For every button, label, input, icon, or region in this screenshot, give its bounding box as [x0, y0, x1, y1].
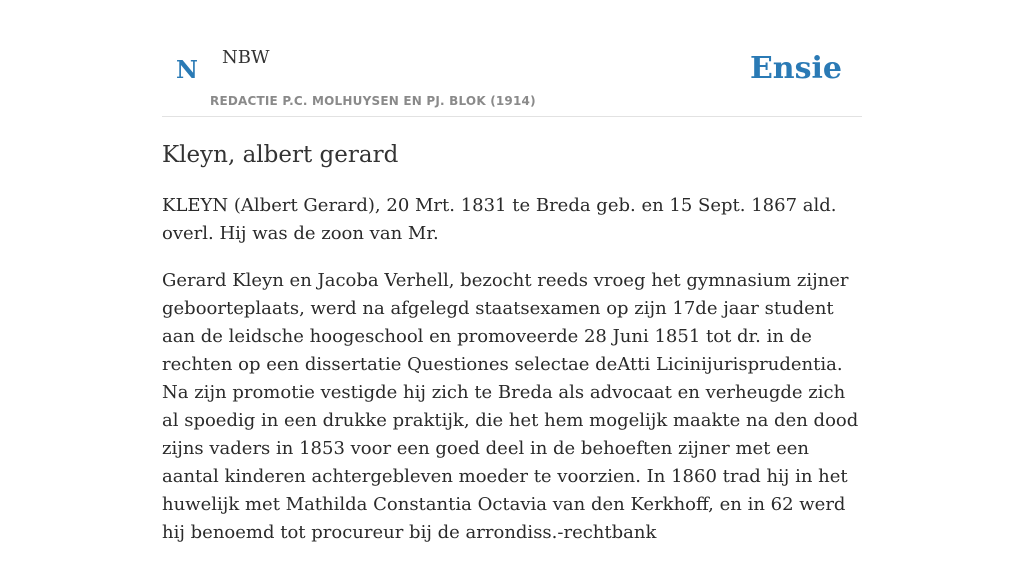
article-body	[162, 192, 862, 566]
source-logo-icon[interactable]: N	[176, 55, 198, 84]
source-header	[162, 0, 862, 117]
source-subtitle: REDACTIE P.C. MOLHUYSEN EN PJ. BLOK (1914)	[210, 94, 536, 108]
source-name[interactable]: NBW	[222, 47, 270, 68]
article-paragraph: Gerard Kleyn en Jacoba Verhell, bezocht reeds vroeg het gymnasium zijner geboorteplaats, werd na afgelegd staatsexamen op zijn 17de jaar student aan de leidsche hoogeschool en promoveerde 28 Juni 1851 tot dr. in de rechten op een dissertatie Questiones selectae deAtti Licinijurisprudentia. Na zijn promotie vestigde hij zich te Breda als advocaat en verheugde zich al spoedig in een drukke praktijk, die het hem mogelijk maakte na den dood zijns vaders in 1853 voor een goed deel in de behoeften zijner met een aantal kinderen achtergebleven moeder te voorzien. In 1860 trad hij in het huwelijk met Mathilda Constantia Octavia van den Kerkhoff, en in 62 werd hij benoemd tot procureur bij de arrondiss.-rechtbank	[162, 270, 859, 543]
article-paragraph: KLEYN (Albert Gerard), 20 Mrt. 1831 te Breda geb. en 15 Sept. 1867 ald. overl. Hij was de zoon van Mr.	[162, 195, 837, 244]
page-title: Kleyn, albert gerard	[162, 142, 399, 168]
brand-logo[interactable]: Ensie	[749, 51, 842, 86]
